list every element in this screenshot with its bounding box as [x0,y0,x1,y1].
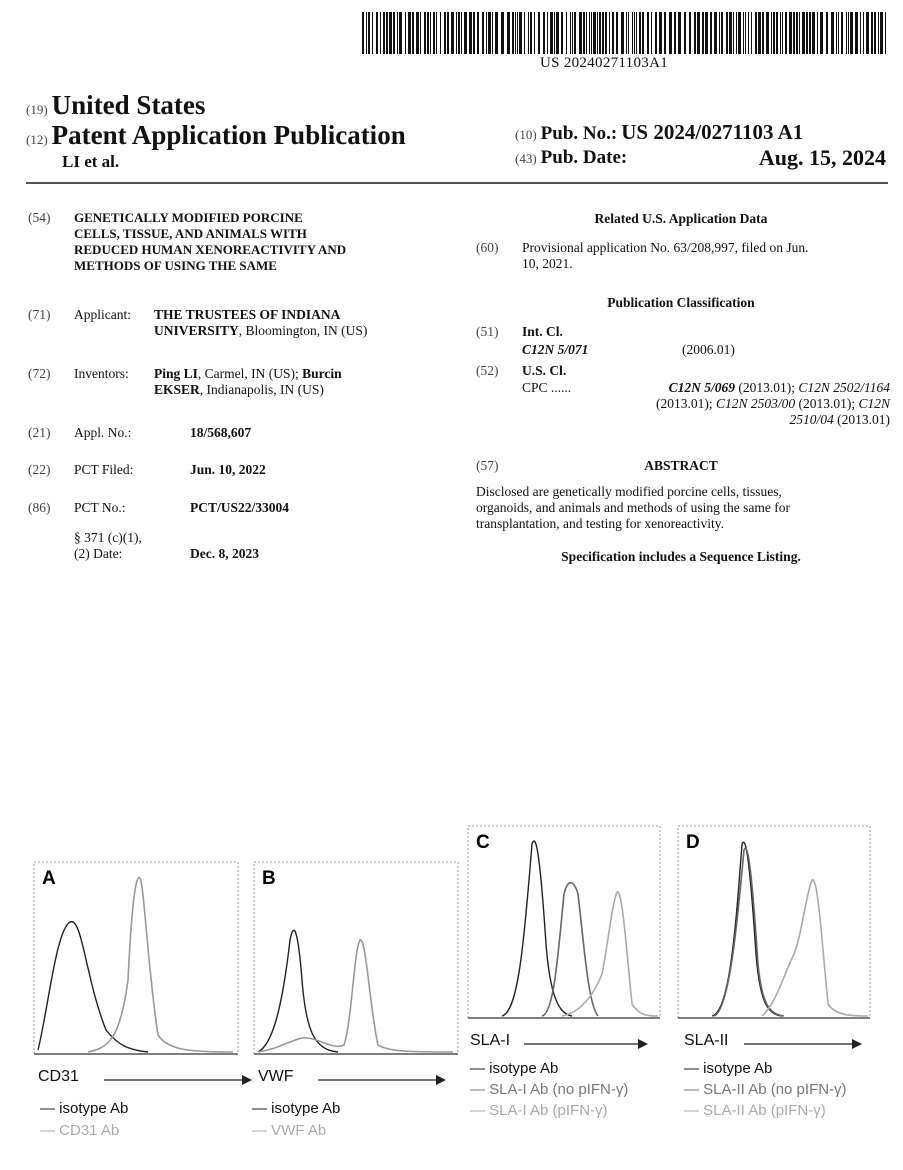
barcode-bar [669,12,672,54]
panel-d-axis-label [684,1032,728,1050]
section-371-date: Dec. 8, 2023 [190,546,259,561]
provisional-application [522,240,890,272]
barcode-bar [405,12,406,54]
inid-57: (57) [476,458,499,473]
barcode-bar [586,12,587,54]
barcode-bar [534,12,535,54]
pct-filed-label: PCT Filed: [74,462,134,477]
barcode-bar [538,12,540,54]
applicant-name-line1: THE TRUSTEES OF INDIANA [154,307,341,322]
inventor-2-first: Burcin [302,366,342,381]
pub-date-label: Pub. Date: [540,147,628,168]
barcode-bar [848,12,849,54]
pub-date-line [515,147,627,169]
panel-b-axis-text: VWF [258,1068,294,1085]
panel-c-legend-isotype: isotype Ab [489,1060,559,1077]
barcode-bar [556,12,559,54]
barcode-bar [684,12,686,54]
barcode-bar [678,12,681,54]
barcode-bar [806,12,808,54]
barcode-bar [512,12,514,54]
barcode-bar [440,12,441,54]
barcode-bar [796,12,798,54]
barcode-bar [444,12,446,54]
barcode-bar [579,12,582,54]
cpc-classes [598,380,890,428]
barcode-bar [570,12,571,54]
panel-a-axis-text: CD31 [38,1068,79,1085]
barcode-bar [408,12,411,54]
histogram-panel-a [28,860,242,1060]
barcode-bar [583,12,585,54]
barcode-bar [543,12,545,54]
barcode-bar [726,12,728,54]
pct-no: PCT/US22/33004 [190,500,290,515]
barcode-bar [748,12,749,54]
barcode-bar [519,12,522,54]
inid-19: (19) [26,102,48,117]
barcode-bar [427,12,429,54]
barcode-bar [397,12,398,54]
barcode-bar [826,12,828,54]
panel-b-legend: — isotype Ab — VWF Ab [252,1100,341,1139]
barcode-bar [659,12,662,54]
barcode-bar [550,12,553,54]
histogram-panel-c [462,824,664,1024]
inid-60: (60) [476,240,499,255]
pub-no: US 2024/0271103 A1 [621,120,804,144]
barcode-bar [386,12,388,54]
barcode-bar [621,12,624,54]
barcode-bar [721,12,723,54]
histogram-panel-d [672,824,874,1024]
cpc-date-1: (2013.01); [734,380,799,395]
barcode-bar [714,12,717,54]
barcode-bar [639,12,641,54]
panel-d-isotype-curve [712,842,782,1016]
inventors-label: Inventors: [74,366,129,381]
section-371-label [74,530,142,562]
barcode-bar [860,12,861,54]
barcode-bar [855,12,858,54]
barcode-bar [376,12,378,54]
barcode-bar [456,12,457,54]
barcode-bar [416,12,419,54]
barcode-bar [628,12,629,54]
panel-b-legend-ab: VWF Ab [271,1122,327,1139]
barcode-bar [866,12,869,54]
barcode-bar [602,12,604,54]
panel-c-legend-noifn: SLA-I Ab (no pIFN-γ) [489,1081,629,1098]
panel-c-legend-ifn: SLA-I Ab (pIFN-γ) [489,1102,608,1119]
histogram-panel-b [248,860,462,1060]
pct-filed: Jun. 10, 2022 [190,462,266,477]
panel-d-ifn-curve [762,880,868,1016]
panel-d-legend-ifn: SLA-II Ab (pIFN-γ) [703,1102,826,1119]
abstract-line-1: Disclosed are genetically modified porcine cells, tissues, [476,484,782,499]
barcode-bar [612,12,614,54]
panel-c-axis-text: SLA-I [470,1032,511,1049]
panel-a-arrow [104,1074,252,1086]
barcode-bar [880,12,883,54]
barcode-bar [738,12,741,54]
applicant-name-line2: UNIVERSITY [154,323,239,338]
panel-a-axis-label [38,1068,79,1086]
appl-no: 18/568,607 [190,425,252,440]
panel-a-legend: — isotype Ab — CD31 Ab [40,1100,129,1139]
applicant-location: , Bloomington, IN (US) [238,323,368,338]
barcode-bar [609,12,610,54]
pub-no-line [515,120,803,145]
panel-c-ifn-curve [562,892,658,1016]
barcode-bar [507,12,510,54]
title-line-1: GENETICALLY MODIFIED PORCINE [74,210,303,225]
applicant-label: Applicant: [74,307,131,322]
barcode-bar [389,12,392,54]
barcode-bar [501,12,504,54]
inid-21: (21) [28,425,51,440]
barcode-bar [528,12,529,54]
barcode-bar [710,12,712,54]
barcode-bar [812,12,815,54]
barcode-bar [771,12,772,54]
panel-a-isotype-curve [38,922,148,1052]
barcode-bar [591,12,592,54]
panel-b-vwf-curve [258,940,453,1052]
section-371-line1: § 371 (c)(1), [74,530,142,545]
barcode-bar [762,12,764,54]
provisional-line1: Provisional application No. 63/208,997, filed on Jun. [522,240,809,255]
panel-c-isotype-curve [502,841,572,1016]
barcode-bar [362,12,364,54]
inventors [154,366,454,398]
barcode-bar [647,12,649,54]
barcode-bar [642,12,644,54]
barcode-bar [495,12,498,54]
section-371-line2: (2) Date: [74,546,123,561]
barcode-bar [751,12,752,54]
barcode-bar [477,12,479,54]
publication-classification-title: Publication Classification [607,295,755,310]
country: United States [51,90,206,120]
related-data-title: Related U.S. Application Data [594,211,768,226]
abstract-line-3: transplantation, and testing for xenoreactivity. [476,516,725,531]
abstract-text [476,484,890,532]
int-cl-label: Int. Cl. [522,324,563,339]
barcode-bar [561,12,563,54]
barcode-bar [458,12,460,54]
barcode-bar [424,12,426,54]
barcode-bar [776,12,778,54]
barcode-bar [809,12,811,54]
barcode-bar [420,12,421,54]
cpc-class-1: C12N 5/069 [668,380,735,395]
inid-43: (43) [515,151,537,166]
barcode-bar [836,12,837,54]
barcode-bar [461,12,462,54]
barcode-bar [636,12,637,54]
invention-title [74,210,454,274]
barcode-bar [789,12,792,54]
applicant [154,307,454,339]
barcode-bar [599,12,601,54]
barcode-bar [733,12,734,54]
barcode-bar [785,12,787,54]
pub-no-label: Pub. No.: [540,123,618,144]
barcode-bar [863,12,864,54]
panel-c-axis-label [470,1032,510,1050]
cpc-date-3: (2013.01); [795,396,859,411]
barcode-bar [632,12,633,54]
barcode-bar [702,12,704,54]
cpc-class-4b: 2510/04 [789,412,834,427]
barcode-bar [589,12,590,54]
panel-a-legend-isotype: isotype Ab [59,1100,129,1117]
barcode-bar [574,12,576,54]
inid-22: (22) [28,462,51,477]
barcode-bar [799,12,800,54]
us-cl-label: U.S. Cl. [522,363,567,378]
barcode-bar [473,12,475,54]
inid-52: (52) [476,363,499,378]
panel-d-legend: — isotype Ab — SLA-II Ab (no pIFN-γ) — SLA-II Ab (pIFN-γ) [684,1060,847,1119]
inventor-1-location: , Carmel, IN (US); [197,366,303,381]
barcode-bar [736,12,737,54]
barcode-bar [572,12,573,54]
barcode-bar [841,12,843,54]
barcode-bar [486,12,487,54]
panel-b-letter: B [262,868,276,889]
barcode-bar [846,12,847,54]
barcode-bar [874,12,876,54]
inventor-1: Ping LI [154,366,198,381]
header-pubtype-line [26,120,406,151]
barcode-bar [689,12,691,54]
barcode-bar [729,12,732,54]
inid-10: (10) [515,127,537,142]
barcode-bar [366,12,367,54]
barcode-bar [885,12,886,54]
barcode-bar [566,12,567,54]
inventor-2-location: , Indianapolis, IN (US) [199,382,324,397]
appl-no-label: Appl. No.: [74,425,132,440]
panel-a-frame [34,862,238,1054]
barcode-number: US 20240271103A1 [540,55,669,71]
barcode-bar [745,12,746,54]
inid-12: (12) [26,132,48,147]
barcode-bar [802,12,805,54]
figure [0,820,903,1160]
barcode-bar [433,12,435,54]
barcode-bar [782,12,783,54]
barcode-bar [626,12,627,54]
panel-d-legend-noifn: SLA-II Ab (no pIFN-γ) [703,1081,847,1098]
pub-date: Aug. 15, 2024 [758,145,886,170]
barcode-bar [817,12,818,54]
barcode-bar [605,12,607,54]
barcode-bar [597,12,598,54]
cpc-class-3: C12N 2503/00 [715,396,796,411]
panel-a-cd31-curve [88,878,233,1052]
panel-b-axis-label [258,1068,294,1086]
barcode-bar [393,12,395,54]
cpc-date-2: (2013.01); [655,396,716,411]
publication-type: Patent Application Publication [51,120,406,150]
provisional-line2: 10, 2021. [522,256,573,271]
panel-a-legend-ab: CD31 Ab [59,1122,120,1139]
barcode-bar [482,12,484,54]
barcode-bar [430,12,431,54]
barcode-bar [515,12,516,54]
panel-c-letter: C [476,832,490,853]
cpc-date-4: (2013.01) [833,412,890,427]
barcode-bar [780,12,781,54]
barcode-bar [372,12,373,54]
int-cl-date: (2006.01) [682,342,735,357]
barcode-bar [530,12,532,54]
barcode-bar [766,12,769,54]
barcode-bar [664,12,666,54]
barcode-bar [451,12,454,54]
title-line-4: METHODS OF USING THE SAME [74,258,277,273]
barcode-bar [743,12,744,54]
barcode-bar [464,12,467,54]
inid-86: (86) [28,500,51,515]
pct-no-label: PCT No.: [74,500,126,515]
barcode-bar [871,12,873,54]
barcode-bar [773,12,775,54]
barcode-bar [524,12,525,54]
inid-51: (51) [476,324,499,339]
barcode-bar [616,12,618,54]
abstract-line-2: organoids, and animals and methods of using the same for [476,500,790,515]
panel-b-legend-isotype: isotype Ab [271,1100,341,1117]
barcode-bar [469,12,472,54]
barcode-bar [488,12,491,54]
barcode-bar [705,12,708,54]
barcode-bar [831,12,834,54]
panel-d-arrow [744,1038,862,1050]
panel-c-arrow [524,1038,648,1050]
cpc-class-4: C12N [858,396,890,411]
title-line-3: REDUCED HUMAN XENOREACTIVITY AND [74,242,347,257]
header-divider [26,182,888,184]
barcode-bar [492,12,493,54]
barcode-bar [517,12,518,54]
barcode-bar [820,12,823,54]
barcode-bar [399,12,402,54]
barcode-bar [368,12,370,54]
panel-b-arrow [318,1074,446,1086]
barcode-bar [838,12,839,54]
authors: LI et al. [62,152,120,171]
barcode-bar [755,12,757,54]
barcode-bar [850,12,853,54]
inid-54: (54) [28,210,51,225]
cpc-class-2: C12N 2502/1164 [798,380,890,395]
inid-72: (72) [28,366,51,381]
barcode [362,12,886,54]
inventor-2-last: EKSER [154,382,200,397]
barcode-bar [547,12,548,54]
panel-c-legend: — isotype Ab — SLA-I Ab (no pIFN-γ) — SLA-I Ab (pIFN-γ) [470,1060,629,1119]
barcode-bar [697,12,700,54]
barcode-bar [593,12,596,54]
panel-d-axis-text: SLA-II [684,1032,729,1049]
barcode-bar [719,12,720,54]
title-line-2: CELLS, TISSUE, AND ANIMALS WITH [74,226,307,241]
header-country-line [26,90,205,121]
barcode-bar [651,12,652,54]
barcode-bar [436,12,437,54]
barcode-bar [758,12,761,54]
panel-d-legend-isotype: isotype Ab [703,1060,773,1077]
barcode-bar [878,12,879,54]
panel-d-letter: D [686,832,700,853]
sequence-listing-note: Specification includes a Sequence Listing. [561,549,801,564]
barcode-bar [447,12,449,54]
barcode-bar [634,12,635,54]
inid-71: (71) [28,307,51,322]
abstract-title: ABSTRACT [644,458,718,473]
panel-b-isotype-curve [258,930,338,1052]
cpc-prefix: CPC ...... [522,380,572,395]
barcode-bar [554,12,555,54]
barcode-bar [694,12,696,54]
int-cl-class: C12N 5/071 [522,342,589,357]
barcode-bar [380,12,381,54]
barcode-bar [674,12,676,54]
panel-d-frame [678,826,870,1018]
barcode-bar [655,12,657,54]
barcode-bar [793,12,795,54]
barcode-bar [412,12,414,54]
barcode-bar [383,12,385,54]
panel-a-letter: A [42,868,56,889]
